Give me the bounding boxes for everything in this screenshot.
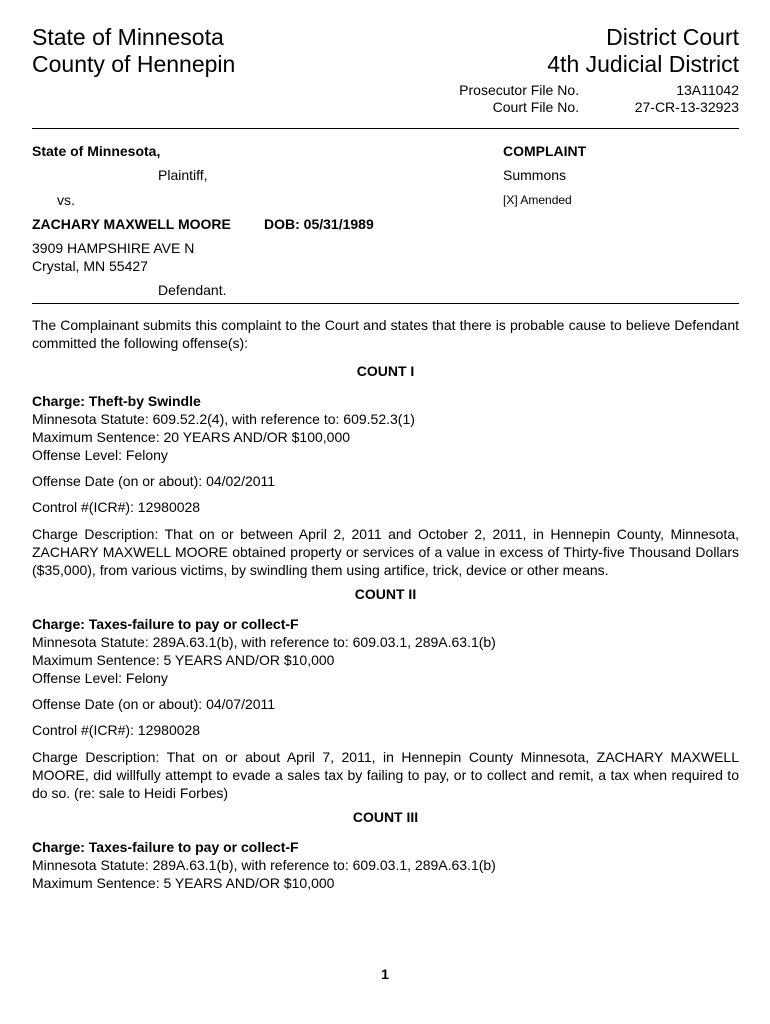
charge-description: Charge Description: That on or between April 2, 2011 and October 2, 2011, in Hennepin County, Minnesota, ZACHARY MAXWELL MOORE obtained property or services of a value in excess of Thirty-five Thousand Dollars ($35,000), from various victims, by swindling them using artifice, trick, device or other means. xyxy=(32,526,739,578)
charge-max-sentence: Maximum Sentence: 20 YEARS AND/OR $100,000 xyxy=(32,429,351,445)
charge-statute: Minnesota Statute: 609.52.2(4), with reference to: 609.52.3(1) xyxy=(32,411,415,427)
charge-offense-date: Offense Date (on or about): 04/02/2011 xyxy=(32,473,276,489)
document-type: COMPLAINT xyxy=(503,143,587,159)
charge-statute: Minnesota Statute: 289A.63.1(b), with reference to: 609.03.1, 289A.63.1(b) xyxy=(32,634,496,650)
charge-title: Charge: Theft-by Swindle xyxy=(32,393,201,409)
versus-label: vs. xyxy=(57,192,75,208)
case-caption xyxy=(32,129,739,299)
caption-divider xyxy=(32,303,739,304)
file-numbers xyxy=(32,82,739,116)
district-title: 4th Judicial District xyxy=(547,51,739,77)
charge-offense-level: Offense Level: Felony xyxy=(32,670,168,686)
plaintiff-name: State of Minnesota, xyxy=(32,143,161,159)
complaint-intro: The Complainant submits this complaint to the Court and states that there is probable cause to believe Defendant committed the following offense(s): xyxy=(32,317,739,351)
court-file-number: 27-CR-13-32923 xyxy=(634,99,739,115)
defendant-name: ZACHARY MAXWELL MOORE xyxy=(32,216,231,232)
count-heading: COUNT II xyxy=(354,586,417,602)
court-file-label: Court File No. xyxy=(492,99,579,115)
charge-max-sentence: Maximum Sentence: 5 YEARS AND/OR $10,000 xyxy=(32,652,335,668)
defendant-dob: DOB: 05/31/1989 xyxy=(264,216,374,232)
court-title: District Court xyxy=(606,24,739,50)
count-heading: COUNT III xyxy=(352,809,419,825)
defendant-role: Defendant. xyxy=(158,282,227,298)
amended-option: [X] Amended xyxy=(503,193,572,207)
state-title: State of Minnesota xyxy=(32,24,224,50)
county-title: County of Hennepin xyxy=(32,51,236,77)
charge-control-number: Control #(ICR#): 12980028 xyxy=(32,499,201,515)
charge-title: Charge: Taxes-failure to pay or collect-F xyxy=(32,839,299,855)
complaint-page xyxy=(32,24,739,892)
defendant-address-line1: 3909 HAMPSHIRE AVE N xyxy=(32,240,195,256)
charge-title: Charge: Taxes-failure to pay or collect-F xyxy=(32,616,299,632)
defendant-address-line2: Crystal, MN 55427 xyxy=(32,258,148,274)
prosecutor-file-label: Prosecutor File No. xyxy=(459,82,579,98)
plaintiff-role: Plaintiff, xyxy=(158,167,208,183)
charge-offense-level: Offense Level: Felony xyxy=(32,447,168,463)
summons-option: Summons xyxy=(503,167,567,183)
document-header xyxy=(32,24,739,78)
charge-max-sentence: Maximum Sentence: 5 YEARS AND/OR $10,000 xyxy=(32,875,335,891)
count-section xyxy=(32,362,739,579)
page-number: 1 xyxy=(381,966,389,982)
count-section xyxy=(32,585,739,802)
charge-control-number: Control #(ICR#): 12980028 xyxy=(32,722,201,738)
count-heading: COUNT I xyxy=(356,363,415,379)
charge-description: Charge Description: That on or about April 7, 2011, in Hennepin County Minnesota, ZACHARY MAXWELL MOORE, did willfully attempt to evade a sales tax by failing to pay, or to collect and remit, a tax when required to do so. (re: sale to Heidi Forbes) xyxy=(32,749,739,801)
count-section xyxy=(32,808,739,892)
charge-statute: Minnesota Statute: 289A.63.1(b), with reference to: 609.03.1, 289A.63.1(b) xyxy=(32,857,496,873)
charge-offense-date: Offense Date (on or about): 04/07/2011 xyxy=(32,696,276,712)
prosecutor-file-number: 13A11042 xyxy=(676,82,739,98)
